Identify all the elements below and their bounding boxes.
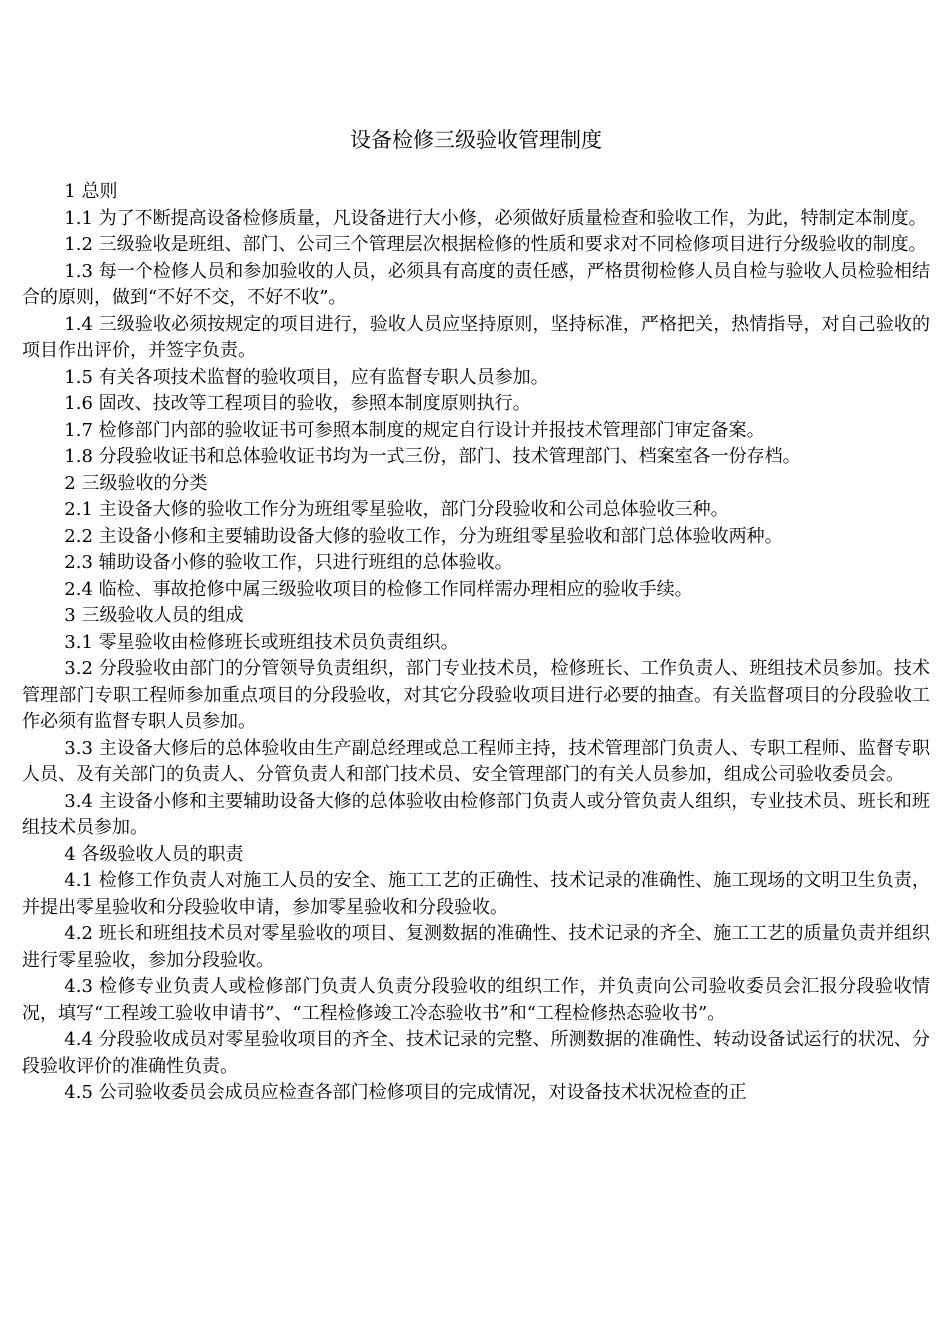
clause-3-4: 3.4 主设备小修和主要辅助设备大修的总体验收由检修部门负责人或分管负责人组织，专业技术员、班长和班组技术员参加。 [22, 790, 930, 838]
clause-2-3: 2.3 辅助设备小修的验收工作，只进行班组的总体验收。 [64, 552, 513, 573]
section-heading-1: 1 总则 [64, 181, 118, 202]
document-page [22, 118, 930, 1107]
clause-1-6: 1.6 固改、技改等工程项目的验收，参照本制度原则执行。 [64, 393, 531, 414]
document-title: 设备检修三级验收管理制度 [350, 128, 602, 152]
clause-4-4: 4.4 分段验收成员对零星验收项目的齐全、技术记录的完整、所测数据的准确性、转动设备试运行的状况、分段验收评价的准确性负责。 [22, 1029, 930, 1077]
clause-4-3: 4.3 检修专业负责人或检修部门负责人负责分段验收的组织工作，并负责向公司验收委员会汇报分段验收情况，填写“工程竣工验收申请书”、“工程检修竣工冷态验收书”和“工程检修热态验收书”。 [22, 976, 930, 1024]
clause-4-5: 4.5 公司验收委员会成员应检查各部门检修项目的完成情况，对设备技术状况检查的正 [64, 1082, 747, 1103]
clause-1-8: 1.8 分段验收证书和总体验收证书均为一式三份，部门、技术管理部门、档案室各一份存档。 [64, 446, 801, 467]
clause-1-4: 1.4 三级验收必须按规定的项目进行，验收人员应坚持原则，坚持标准，严格把关，热情指导，对自己验收的项目作出评价，并签字负责。 [22, 313, 930, 361]
clause-1-3: 1.3 每一个检修人员和参加验收的人员，必须具有高度的责任感，严格贯彻检修人员自检与验收人员检验相结合的原则，做到“不好不交，不好不收”。 [22, 260, 930, 308]
clause-1-5: 1.5 有关各项技术监督的验收项目，应有监督专职人员参加。 [64, 366, 549, 388]
clause-3-1: 3.1 零星验收由检修班长或班组技术员负责组织。 [64, 631, 459, 653]
clause-4-2: 4.2 班长和班组技术员对零星验收的项目、复测数据的准确性、技术记录的齐全、施工工艺的质量负责并组织进行零星验收，参加分段验收。 [22, 923, 930, 971]
clause-1-7: 1.7 检修部门内部的验收证书可参照本制度的规定自行设计并报技术管理部门审定备案。 [64, 419, 765, 441]
clause-3-3: 3.3 主设备大修后的总体验收由生产副总经理或总工程师主持，技术管理部门负责人、专职工程师、监督专职人员、及有关部门的负责人、分管负责人和部门技术员、安全管理部门的有关人员参加，组成公司验收委员会。 [22, 737, 930, 785]
clause-1-1: 1.1 为了不断提高设备检修质量，凡设备进行大小修，必须做好质量检查和验收工作，为此，特制定本制度。 [64, 207, 927, 229]
clause-3-2: 3.2 分段验收由部门的分管领导负责组织，部门专业技术员，检修班长、工作负责人、班组技术员参加。技术管理部门专职工程师参加重点项目的分段验收，对其它分段验收项目进行必要的抽查。有关监督项目的分段验收工作必须有监督专职人员参加。 [22, 658, 930, 732]
clause-4-1: 4.1 检修工作负责人对施工人员的安全、施工工艺的正确性、技术记录的准确性、施工现场的文明卫生负责，并提出零星验收和分段验收申请，参加零星验收和分段验收。 [22, 870, 930, 918]
section-heading-3: 3 三级验收人员的组成 [64, 605, 244, 626]
clause-1-2: 1.2 三级验收是班组、部门、公司三个管理层次根据检修的性质和要求对不同检修项目进行分级验收的制度。 [64, 234, 927, 255]
section-heading-4: 4 各级验收人员的职责 [64, 843, 244, 865]
section-heading-2: 2 三级验收的分类 [64, 472, 208, 494]
clause-2-2: 2.2 主设备小修和主要辅助设备大修的验收工作，分为班组零星验收和部门总体验收两种。 [64, 525, 783, 547]
clause-2-1: 2.1 主设备大修的验收工作分为班组零星验收，部门分段验收和公司总体验收三种。 [64, 499, 729, 520]
clause-2-4: 2.4 临检、事故抢修中属三级验收项目的检修工作同样需办理相应的验收手续。 [64, 578, 693, 600]
